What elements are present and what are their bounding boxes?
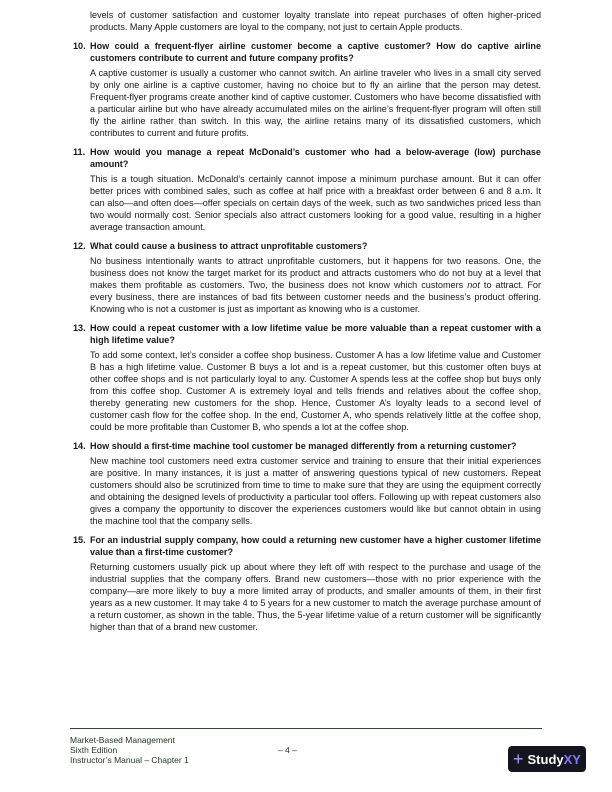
question-text: For an industrial supply company, how could a returning new customer have a higher customer lifetime value than a first-time customer? <box>90 535 541 557</box>
question-12 <box>73 240 541 315</box>
page-number: – 4 – <box>278 745 297 755</box>
plus-icon: + <box>513 748 524 769</box>
question-10 <box>73 40 541 139</box>
question-number: 10. <box>73 41 86 51</box>
emphasis-not: not <box>467 280 480 290</box>
question-number: 14. <box>73 441 86 451</box>
question-11 <box>73 146 541 233</box>
footer-book-title: Market-Based Management <box>70 735 175 745</box>
question-number: 12. <box>73 241 86 251</box>
question-text: How would you manage a repeat McDonald’s customer who had a below-average (low) purchase amount? <box>90 147 541 169</box>
answer-text: Returning customers usually pick up about where they left off with respect to the purchase and usage of the industrial supplies that the company offers. Brand new customers—those with no prior experience with the company—are more likely to buy a more limited array of products, and smaller amounts of them, in their first years as a new customer. It may take 4 to 5 years for a new customer to match the average purchase amount of a return customer, as shown in the table. Thus, the 5-year lifetime value of a return customer will be significantly higher than that of a brand new customer. <box>90 562 541 632</box>
answer-text: This is a tough situation. McDonald’s certainly cannot impose a minimum purchase amount. But it can offer better prices with combined sales, such as coffee at half price with a breakfast order between 6 and 8 a.m. It can also—and often does—offer specials on certain days of the week, such as two sandwiches priced less than two would normally cost. Senior specials also attract customers looking for a good value, resulting in a higher average transaction amount. <box>90 174 541 232</box>
question-number: 11. <box>73 147 86 157</box>
footer-chapter: Instructor’s Manual – Chapter 1 <box>70 755 189 765</box>
question-text: What could cause a business to attract unprofitable customers? <box>90 241 368 251</box>
logo-text-accent: XY <box>563 751 581 767</box>
answer-text: New machine tool customers need extra customer service and training to ensure that their initial experiences are positive. In many instances, it is just a matter of answering questions typical of new customers. Repeat customers should also be scrutinized from time to time to make sure that they are using the equipment correctly and obtaining the designed levels of productivity a particular tool offers. Following up with repeat customers also gives a company the opportunity to discover the experiences customers would like but cannot obtain in using the machine tool that the company sells. <box>90 456 541 526</box>
studyxy-logo[interactable] <box>508 746 586 772</box>
document-body <box>73 9 541 640</box>
question-text: How could a frequent-flyer airline customer become a captive customer? How do captive airline customers contribute to current and future company profits? <box>90 41 541 63</box>
question-text: How could a repeat customer with a low lifetime value be more valuable than a repeat customer with a high lifetime value? <box>90 323 541 345</box>
answer-text <box>90 255 541 315</box>
question-13 <box>73 322 541 433</box>
question-15 <box>73 534 541 633</box>
answer-text-part: No business intentionally wants to attract unprofitable customers, but it happens for two reasons. One, the business does not know the target market for its product and attracts customers who do not buy at a level that makes them profitable as customers. Two, the business does not know which customers <box>90 256 541 290</box>
answer-text: A captive customer is usually a customer who cannot switch. An airline traveler who lives in a small city served by only one airline is a captive customer, having no choice but to fly an airline that the person may detest. Frequent-flyer programs create another kind of captive customer. Customers who have become dissatisfied with a particular airline but who have already accumulated miles on the airline’s frequent-flyer program will often still fly the airline rather than switch. In this way, the airline retains many of its dissatisfied customers, which contributes to current and future profits. <box>90 68 541 138</box>
question-number: 13. <box>73 323 86 333</box>
question-text: How should a first-time machine tool customer be managed differently from a returning customer? <box>90 441 517 451</box>
logo-text: Study <box>527 751 564 767</box>
answer-text: To add some context, let’s consider a coffee shop business. Customer A has a low lifetime value and Customer B has a high lifetime value. Customer B buys a lot and is a repeat customer, but this customer often buys at other coffee shops and is not particularly loyal to any. Customer A spends less at the coffee shop but buys only from this coffee shop. Customer A is extremely loyal and tells friends and relatives about the coffee shop, thereby generating new customers for the shop. Hence, Customer A’s loyalty leads to a second level of customer cash flow for the coffee shop. In the end, Customer A, who spends relatively little at the coffee shop, could be more profitable than Customer B, who spends a lot at the coffee shop. <box>90 350 541 432</box>
intro-paragraph: levels of customer satisfaction and customer loyalty translate into repeat purchases of often higher-priced products. Many Apple customers are loyal to the company, not just to certain Apple products. <box>90 10 541 32</box>
answer-text-part: to attract. For every business, there are instances of bad fits between customer needs and the business’s product offering. Knowing who is not a customer is just as important as knowing who is a customer. <box>90 280 542 314</box>
footer-info <box>70 735 189 765</box>
question-number: 15. <box>73 535 86 545</box>
footer-divider <box>70 728 542 729</box>
footer-edition: Sixth Edition <box>70 745 118 755</box>
question-14 <box>73 440 541 527</box>
